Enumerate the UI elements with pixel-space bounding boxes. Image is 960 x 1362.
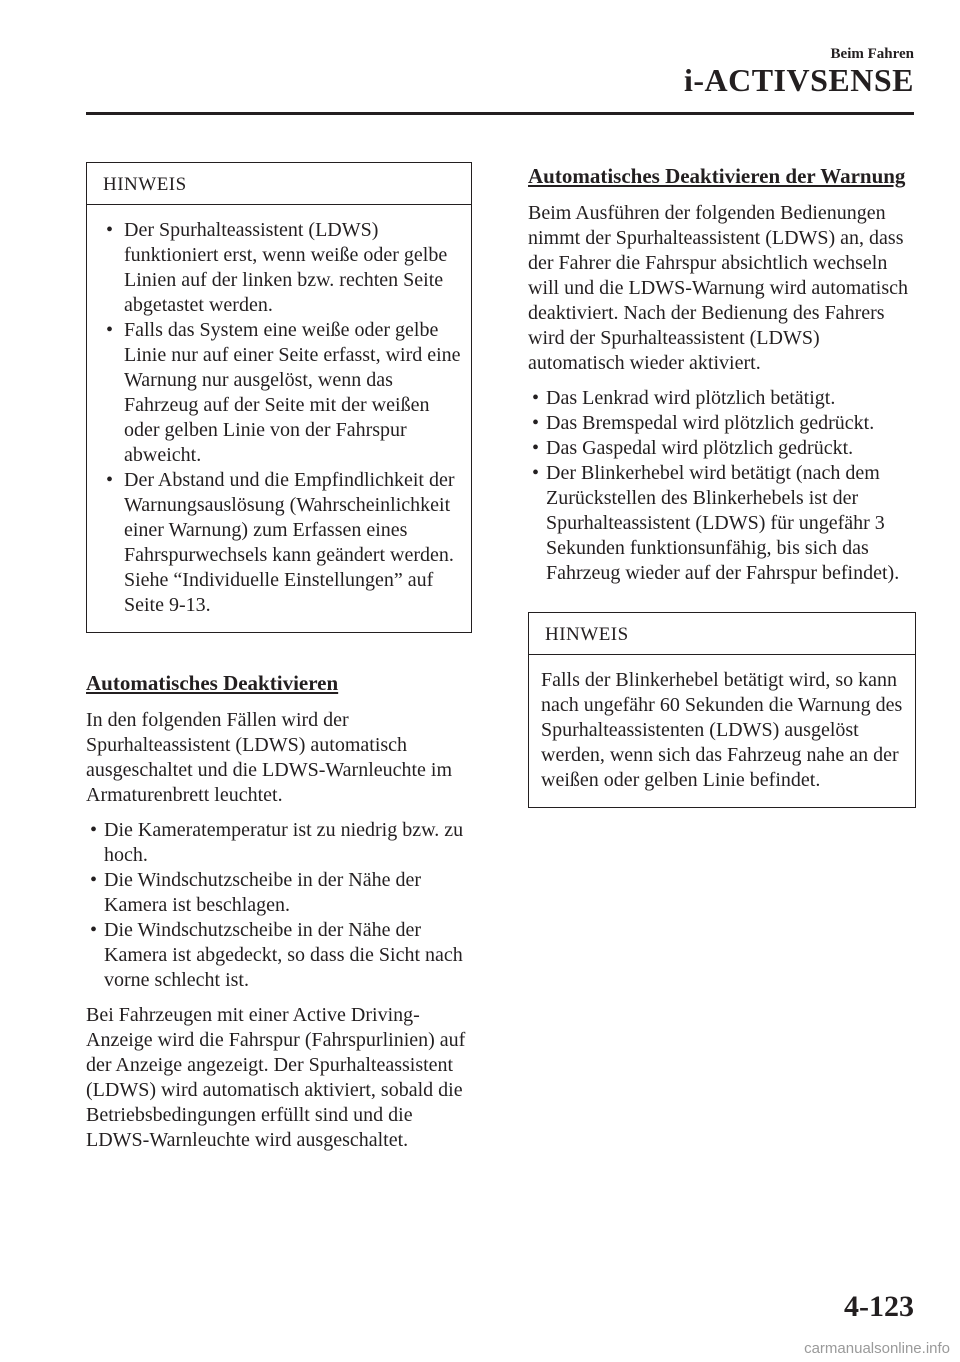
- list-item: • Das Lenkrad wird plötzlich betätigt.: [528, 386, 916, 411]
- operation-list: [528, 386, 916, 586]
- note-list: [97, 218, 461, 618]
- list-item: • Die Windschutzscheibe in der Nähe der Kamera ist beschlagen.: [86, 868, 472, 918]
- page-number: 4-123: [844, 1290, 914, 1323]
- list-item: • Die Windschutzscheibe in der Nähe der Kamera ist abgedeckt, so dass die Sicht nach vorne schlecht ist.: [86, 918, 472, 993]
- note-text: Falls der Blinkerhebel betätigt wird, so kann nach ungefähr 60 Sekunden die Warnung des Spurhalteassistenten (LDWS) ausgelöst werden, wenn sich das Fahrzeug nahe an der weißen oder gelben Linie befindet.: [541, 669, 903, 791]
- section-outro: Bei Fahrzeugen mit einer Active Driving-Anzeige wird die Fahrspur (Fahrspurlinien) auf der Anzeige angezeigt. Der Spurhalteassistent (LDWS) wird automatisch aktiviert, sobald die Betriebsbedingungen erfüllt sind und die LDWS-Warnleuchte wird ausgeschaltet.: [86, 1004, 466, 1151]
- list-item: • Die Kameratemperatur ist zu niedrig bzw. zu hoch.: [86, 818, 472, 868]
- section-header: i-ACTIVSENSE: [683, 62, 914, 98]
- note-body: [529, 655, 915, 807]
- section-title-auto-deactivate: Automatisches Deaktivieren: [86, 671, 339, 695]
- watermark-link[interactable]: carmanualsonline.info: [804, 1340, 950, 1357]
- chapter-title: Beim Fahren: [830, 46, 914, 62]
- list-item: • Das Bremspedal wird plötzlich gedrückt.: [528, 411, 916, 436]
- note-item: [97, 468, 461, 618]
- list-item: • Das Gaspedal wird plötzlich gedrückt.: [528, 436, 916, 461]
- right-column: [528, 164, 916, 808]
- note-label: HINWEIS: [529, 613, 915, 655]
- note-body: [87, 205, 471, 632]
- section-intro: Beim Ausführen der folgenden Bedienungen nimmt der Spurhalteassistent (LDWS) an, dass der Fahrer die Fahrspur absichtlich wechseln will und die LDWS-Warnung wird automatisch deaktiviert. Nach der Bedienung des Fahrers wird der Spurhalteassistent (LDWS) automatisch wieder aktiviert.: [528, 202, 908, 374]
- note-reference: Siehe “Individuelle Einstellungen” auf Seite 9-13.: [124, 569, 434, 616]
- note-item-text: Der Abstand und die Empfindlichkeit der Warnungsauslösung (Wahrscheinlichkeit einer Warnung) zum Erfassen eines Fahrspurwechsels kann geändert werden.: [124, 469, 455, 566]
- note-box-right: [528, 612, 916, 808]
- section-intro: In den folgenden Fällen wird der Spurhalteassistent (LDWS) automatisch ausgeschaltet und die LDWS-Warnleuchte im Armaturenbrett leuchtet.: [86, 709, 453, 806]
- note-label: HINWEIS: [87, 163, 471, 205]
- note-item: • Der Spurhalteassistent (LDWS) funktioniert erst, wenn weiße oder gelbe Linien auf der linken bzw. rechten Seite abgetastet werden.: [97, 218, 461, 318]
- section-title-warning-deactivate: Automatisches Deaktivieren der Warnung: [528, 164, 906, 188]
- header-divider: [86, 112, 914, 115]
- left-column: [86, 162, 472, 1163]
- condition-list: [86, 818, 472, 993]
- list-item: • Der Blinkerhebel wird betätigt (nach dem Zurückstellen des Blinkerhebels ist der Spurhalteassistent (LDWS) für ungefähr 3 Sekunden funktionsunfähig, bis sich das Fahrzeug wieder auf der Fahrspur befindet).: [528, 461, 916, 586]
- note-item: • Falls das System eine weiße oder gelbe Linie nur auf einer Seite erfasst, wird eine Warnung nur ausgelöst, wenn das Fahrzeug auf der Seite mit der weißen oder gelben Linie von der Fahrspur abweicht.: [97, 318, 461, 468]
- note-box-left: [86, 162, 472, 633]
